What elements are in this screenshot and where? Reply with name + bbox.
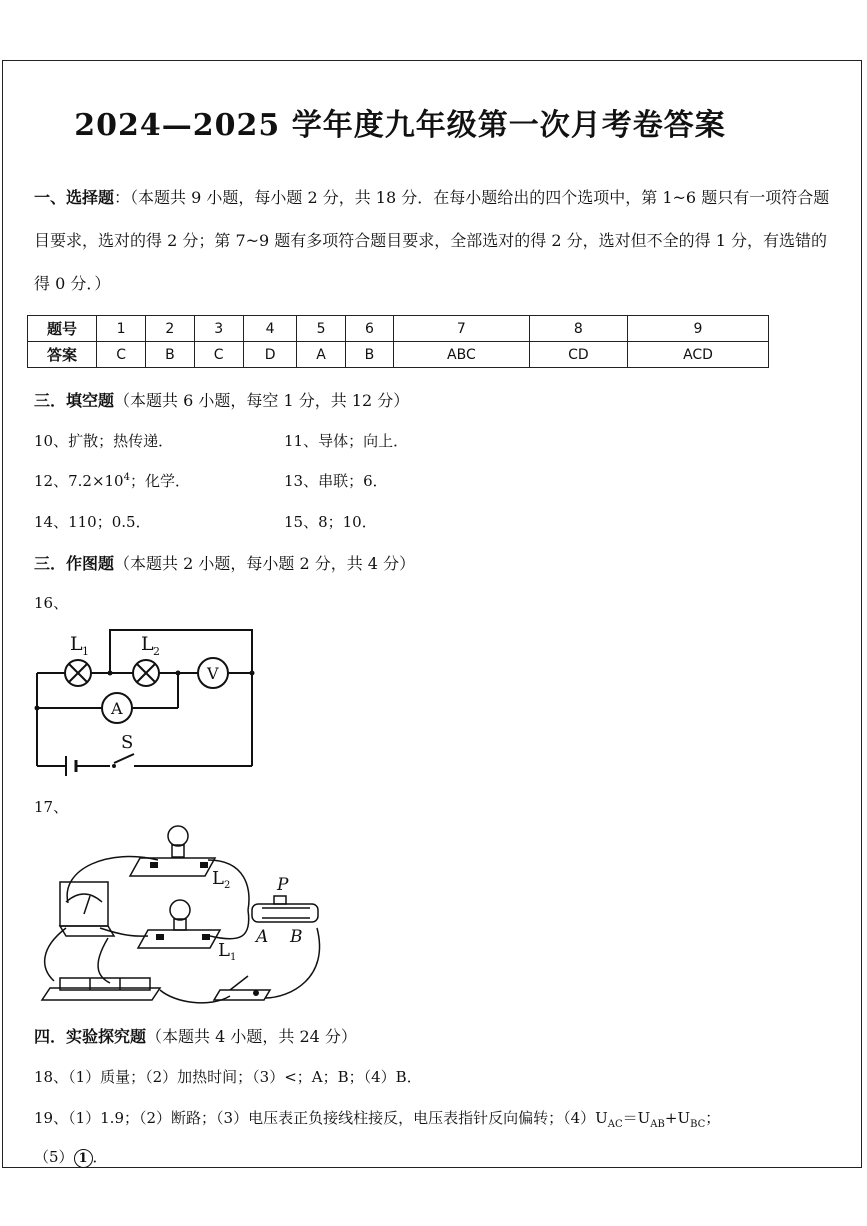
table-row-answers [28,342,769,368]
label-L1: L [218,940,230,961]
q19-text: 19、（1）1.9；（2）断路；（3）电压表正负接线柱接反，电压表指针反向偏转；（4）U [34,1109,608,1127]
wire [67,857,158,903]
answer-q18: 18、（1）质量；（2）加热时间；（3）<；A；B；（4）B． [34,1068,422,1086]
section2-header [34,388,409,411]
label-B: B [290,927,303,947]
answer-q15: 15、8；10． [284,513,377,531]
wire [100,928,148,936]
switch-icon [214,990,270,1000]
section3-header [34,551,415,574]
label-V: V [207,664,219,683]
table-cell: 2 [146,316,194,342]
q12-suffix: ；化学． [129,472,190,490]
top-wire [110,630,252,673]
table-cell: 9 [628,316,769,342]
label-L1-sub: 1 [230,952,237,963]
table-cell: 1 [97,316,146,342]
q16-label: 16、 [34,594,69,612]
section3-heading: 三．作图题 [34,554,115,573]
table-cell: 6 [345,316,393,342]
q19-eq: ＝U [622,1109,651,1127]
q19-sub-bc: BC [690,1119,706,1130]
voltmeter-device-icon [60,882,108,926]
bulb-L2-icon [168,826,188,846]
answer-q10: 10、扩散；热传递． [34,432,174,450]
table-cell: 8 [529,316,627,342]
circuit-diagram-16 [30,620,270,780]
label-L1: L [70,633,83,655]
answer-q19-line2 [34,1146,108,1168]
q12-prefix: 12、7.2×10 [34,472,124,490]
table-cell: 3 [194,316,243,342]
answer-q14: 14、110；0.5． [34,513,151,531]
section2-heading: 三．填空题 [34,391,115,410]
q19-sub-ab: AB [650,1119,665,1130]
q12-exponent: 4 [123,472,130,483]
section1-description: ：（本题共 9 小题，每小题 2 分，共 18 分．在每小题给出的四个选项中，第 1~6 题只有一项符合题目要求，选对的得 2 分；第 7~9 题有多项符合题目要求，全部选对的得 2 分，选对但不全的得 1 分，有选错的得 0 分．） [34,188,830,293]
section4-description: （本题共 4 小题，共 24 分） [146,1027,357,1046]
label-L2-sub: 2 [224,880,231,891]
section4-header [34,1024,357,1047]
table-cell: ABC [394,342,530,368]
answer-table [27,315,769,368]
page-title: 2024—2025 学年度九年级第一次月考卷答案 [74,108,726,143]
table-cell: A [297,342,345,368]
label-L2-sub: 2 [153,645,160,658]
label-L2: L [212,868,224,889]
table-cell: CD [529,342,627,368]
label-A: A [111,699,123,718]
bulb-L1-icon [170,900,190,920]
table-cell: ACD [628,342,769,368]
q19-plus: +U [664,1109,691,1127]
table-cell: 4 [243,316,297,342]
answer-q11: 11、导体；向上． [284,432,409,450]
circuit-diagram-17 [30,818,340,1013]
label-S: S [121,732,134,753]
q17-label: 17、 [34,798,69,816]
label-P: P [277,875,289,895]
table-cell: 5 [297,316,345,342]
label-L1-sub: 1 [82,645,89,658]
row-label-answers: 答案 [28,342,97,368]
answer-q13: 13、串联；6． [284,472,388,490]
wire [45,928,66,981]
row-label-numbers: 题号 [28,316,97,342]
wire [210,910,249,939]
q19-line2-suffix: ． [92,1148,108,1166]
table-cell: B [146,342,194,368]
q19-line2-prefix: （5） [34,1148,74,1166]
section2-description: （本题共 6 小题，每空 1 分，共 12 分） [114,391,410,410]
table-row-numbers [28,316,769,342]
switch-lever [114,754,134,763]
wire [98,938,110,983]
table-cell: B [345,342,393,368]
circled-number: 1 [74,1149,93,1168]
label-L2: L [141,633,154,655]
table-cell: 7 [394,316,530,342]
table-cell: C [194,342,243,368]
section1-heading: 一、选择题 [34,188,115,207]
rheostat-icon [252,904,318,922]
section1-paragraph [34,176,834,305]
section4-heading: 四．实验探究题 [34,1027,147,1046]
table-cell: D [243,342,297,368]
q19-sub-ac: AC [607,1119,623,1130]
table-cell: C [97,342,146,368]
q19-end: ； [705,1109,721,1127]
label-A: A [256,927,269,947]
section3-description: （本题共 2 小题，每小题 2 分，共 4 分） [114,554,416,573]
answer-q12 [34,470,190,491]
answer-q19 [34,1107,720,1130]
